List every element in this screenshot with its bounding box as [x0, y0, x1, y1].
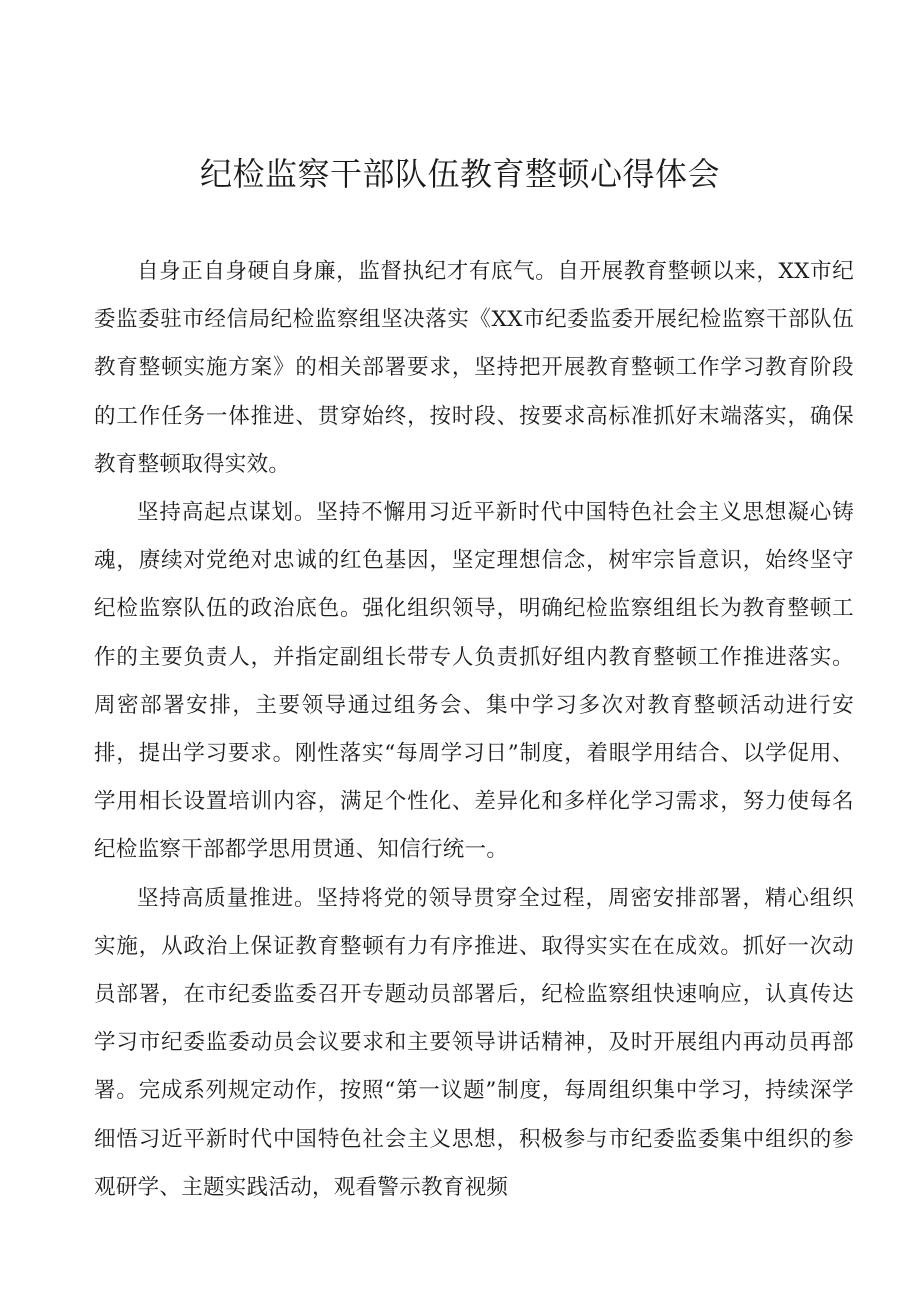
paragraph-intro: 自身正自身硬自身廉，监督执纪才有底气。自开展教育整顿以来，XX市纪委监委驻市经信局纪检监察组坚决落实《XX市纪委监委开展纪检监察干部队伍教育整顿实施方案》的相关部署要求，坚持把开展教育整顿工作学习教育阶段的工作任务一体推进、贯穿始终，按时段、按要求高标准抓好末端落实，确保教育整顿取得实效。 [94, 259, 854, 477]
paragraph-planning: 坚持高起点谋划。坚持不懈用习近平新时代中国特色社会主义思想凝心铸魂，赓续对党绝对忠诚的红色基因，坚定理想信念，树牢宗旨意识，始终坚守纪检监察队伍的政治底色。强化组织领导，明确纪检监察组组长为教育整顿工作的主要负责人，并指定副组长带专人负责抓好组内教育整顿工作推进落实。周密部署安排，主要领导通过组务会、集中学习多次对教育整顿活动进行安排，提出学习要求。刚性落实“每周学习日”制度，着眼学用结合、以学促用、学用相长设置培训内容，满足个性化、差异化和多样化学习需求，努力使每名纪检监察干部都学思用贯通、知信行统一。 [94, 500, 854, 863]
document-title: 纪检监察干部队伍教育整顿心得体会 [199, 155, 720, 193]
document-body [94, 248, 854, 1212]
paragraph-progress: 坚持高质量推进。坚持将党的领导贯穿全过程，周密安排部署，精心组织实施，从政治上保证教育整顿有力有序推进、取得实实在在成效。抓好一次动员部署，在市纪委监委召开专题动员部署后，纪检监察组快速响应，认真传达学习市纪委监委动员会议要求和主要领导讲话精神，及时开展组内再动员再部署。完成系列规定动作，按照“第一议题”制度，每周组织集中学习，持续深学细悟习近平新时代中国特色社会主义思想，积极参与市纪委监委集中组织的参观研学、主题实践活动，观看警示教育视频 [94, 885, 854, 1200]
